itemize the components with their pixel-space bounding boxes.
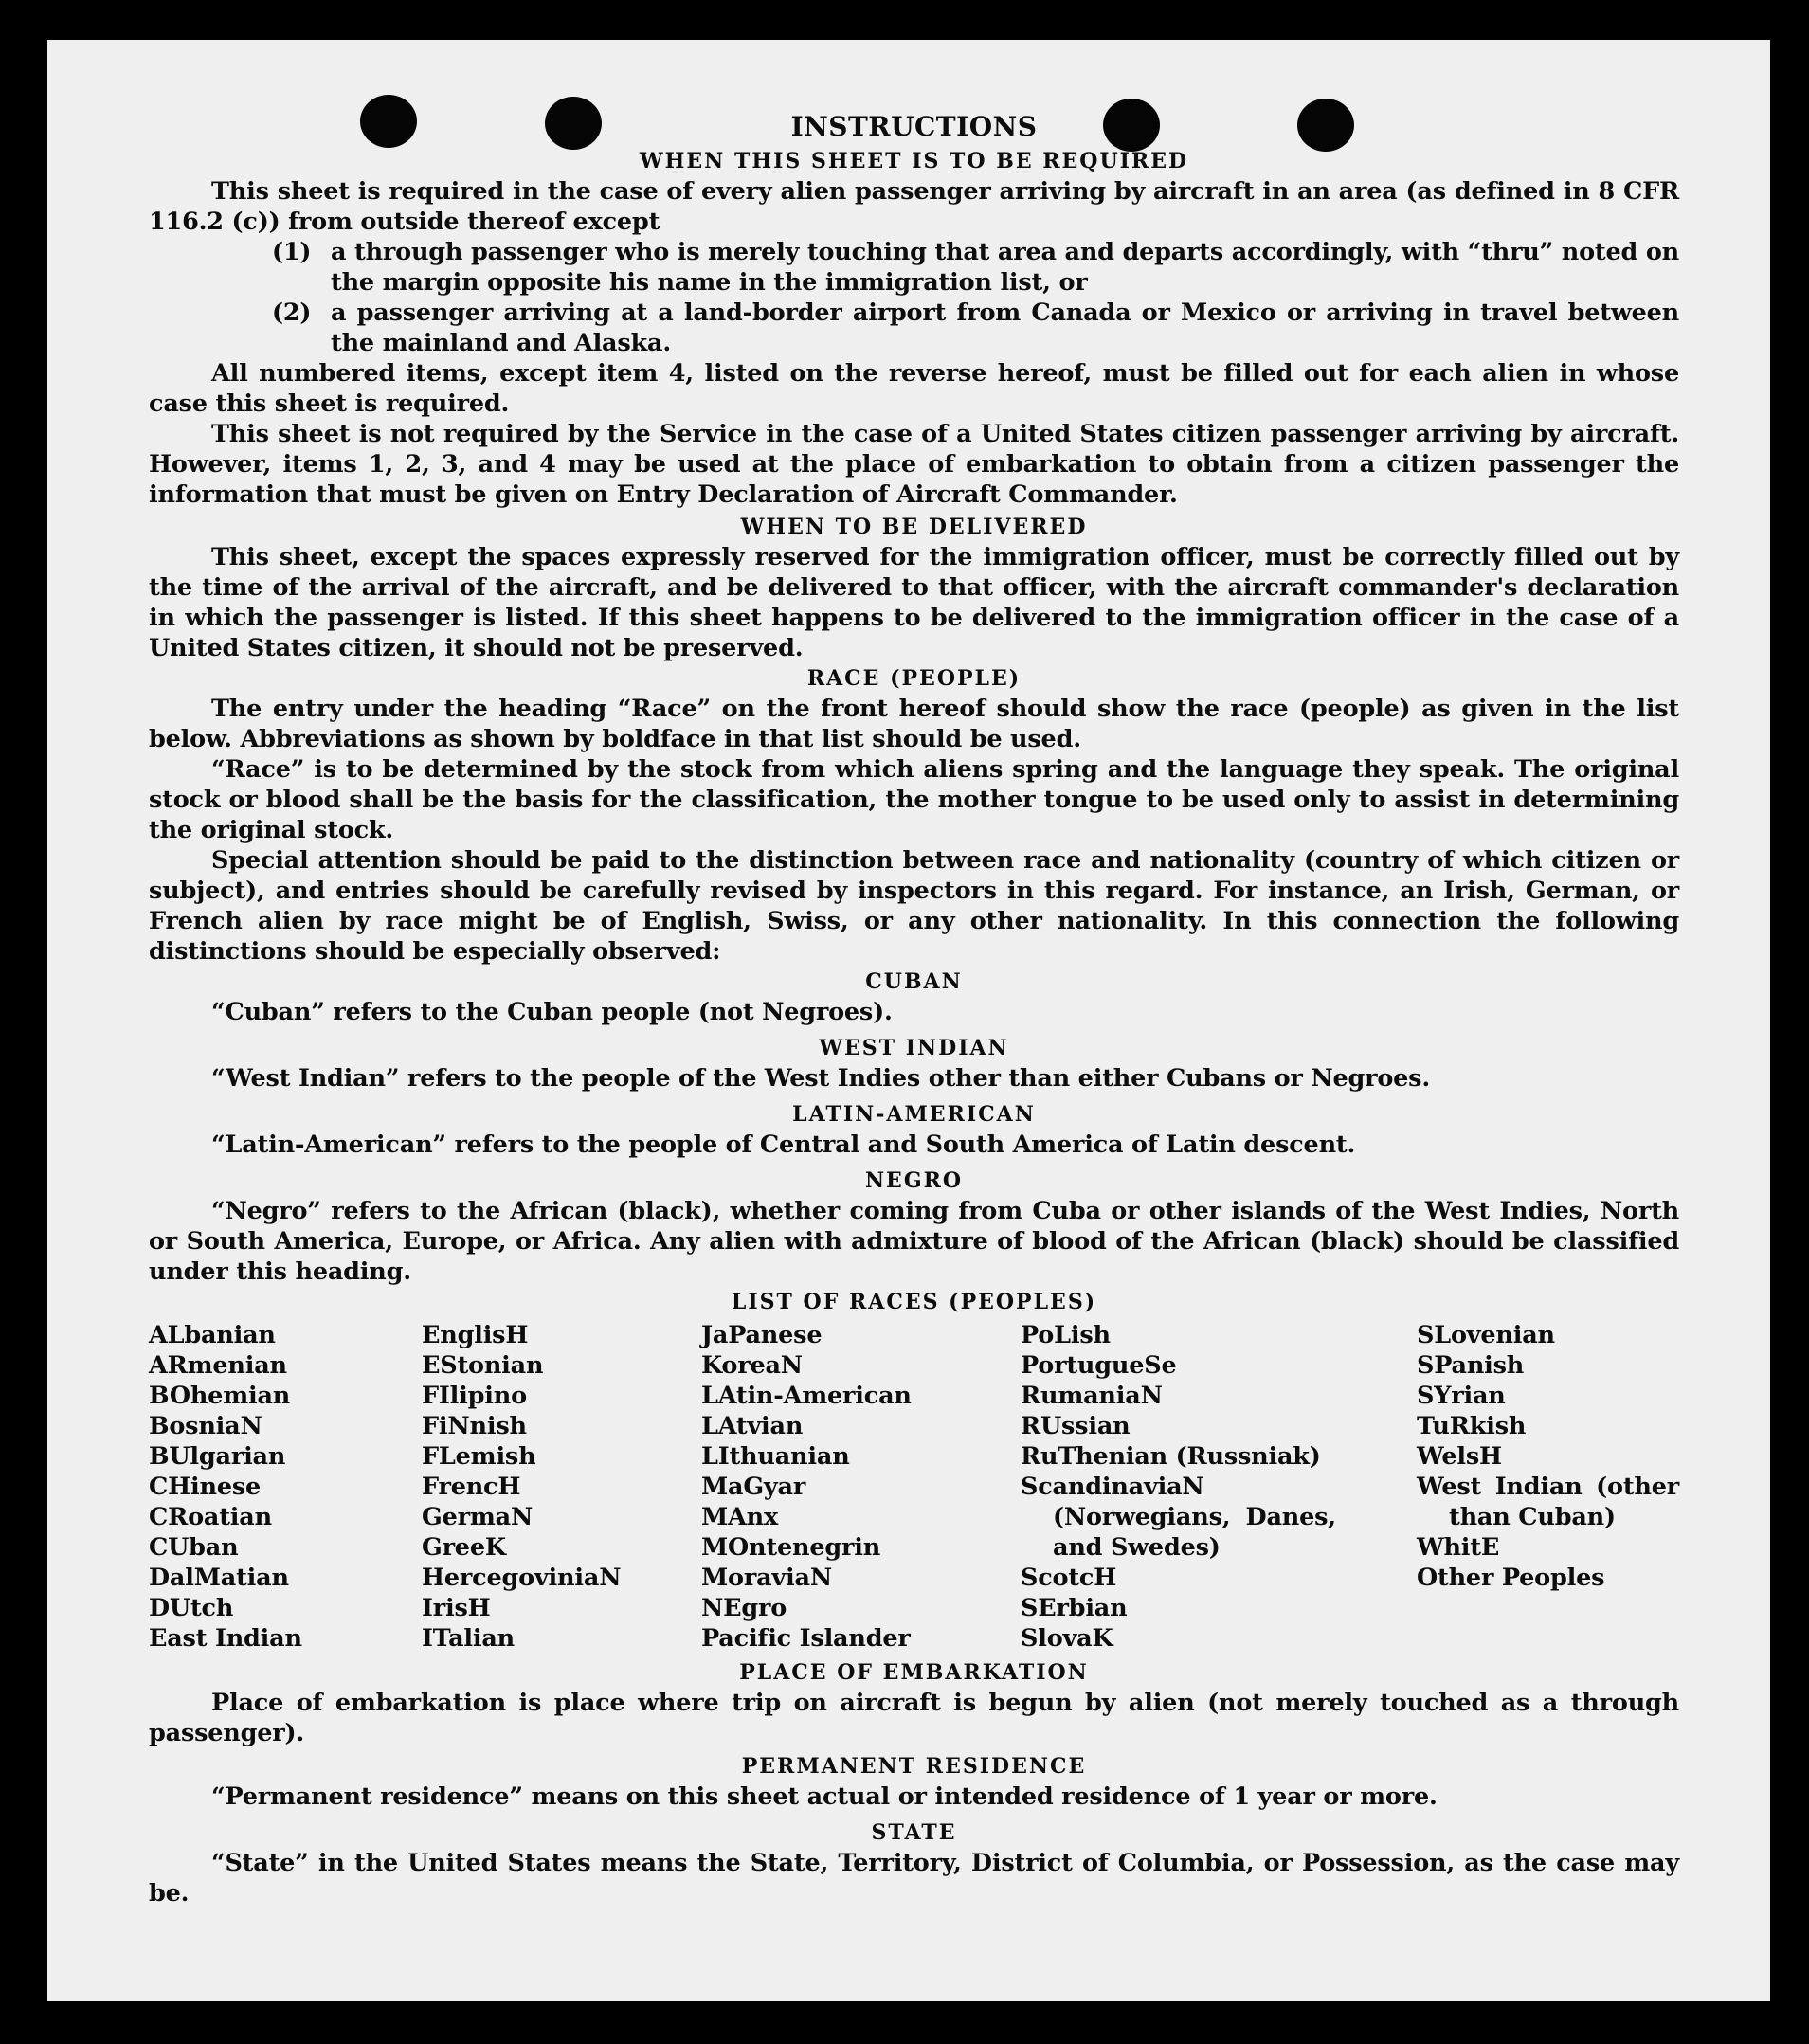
heading-when-delivered: WHEN TO BE DELIVERED: [740, 515, 1088, 539]
page-title: INSTRUCTIONS: [790, 111, 1038, 142]
race-item: GreeK: [422, 1533, 506, 1562]
exception-item-1: [149, 237, 1679, 298]
instructions-body: [149, 108, 1679, 1908]
race-item: East Indian: [149, 1624, 302, 1653]
race-item: SPanish: [1417, 1351, 1525, 1380]
race-item: MaGyar: [701, 1473, 806, 1501]
race-item: ALbanian: [149, 1321, 276, 1349]
race-list: [149, 1320, 1679, 1654]
heading-latin-american: LATIN-AMERICAN: [792, 1102, 1036, 1127]
race-item: RUssian: [1021, 1412, 1131, 1440]
race-item: Other Peoples: [1417, 1564, 1605, 1592]
race-item: RuThenian (Russniak): [1021, 1442, 1321, 1471]
race-item: ScotcH: [1021, 1564, 1117, 1592]
race-item: ScandinaviaN (Norwegians, Danes, and Swedes): [1021, 1473, 1336, 1562]
heading-permanent-residence: PERMANENT RESIDENCE: [741, 1754, 1087, 1779]
heading-state: STATE: [871, 1820, 957, 1845]
race-item: CRoatian: [149, 1503, 272, 1531]
cuban-text: “Cuban” refers to the Cuban people (not Negroes).: [211, 998, 893, 1026]
race-item: SlovaK: [1021, 1624, 1113, 1653]
race-item: PortugueSe: [1021, 1351, 1177, 1380]
race-column-3: [701, 1320, 1021, 1654]
race-item: DalMatian: [149, 1564, 289, 1592]
item-text: a passenger arriving at a land-border airport from Canada or Mexico or arriving in travel between the mainland and Alaska.: [331, 298, 1679, 357]
race-item: SLovenian: [1417, 1321, 1555, 1349]
embarkation-text: Place of embarkation is place where trip on aircraft is begun by alien (not merely touched as a through passenger).: [149, 1689, 1679, 1747]
race-paragraph-2: “Race” is to be determined by the stock from which aliens spring and the language they speak. The original stock or blood shall be the basis for the classification, the mother tongue to be used only to assist in determining the original stock.: [149, 755, 1679, 844]
item-number: (1): [272, 238, 312, 266]
when-delivered-text: This sheet, except the spaces expressly reserved for the immigration officer, must be correctly filled out by the time of the arrival of the aircraft, and be delivered to that officer, with the aircraft commander's declaration in which the passenger is listed. If this sheet happens to be delivered to the immigration officer in the case of a United States citizen, it should not be preserved.: [149, 543, 1679, 662]
race-column-5: [1417, 1320, 1679, 1654]
race-item: JaPanese: [701, 1321, 823, 1349]
race-item: IrisH: [422, 1594, 491, 1622]
race-item: DUtch: [149, 1594, 234, 1622]
race-item: LAtin-American: [701, 1382, 912, 1410]
race-item: LIthuanian: [701, 1442, 850, 1471]
permanent-residence-text: “Permanent residence” means on this sheet actual or intended residence of 1 year or more.: [211, 1782, 1438, 1811]
citizen-paragraph: This sheet is not required by the Service in the case of a United States citizen passenger arriving by aircraft. However, items 1, 2, 3, and 4 may be used at the place of embarkation to obtain from a citizen passenger the information that must be given on Entry Declaration of Aircraft Commander.: [149, 420, 1679, 509]
race-item: ARmenian: [149, 1351, 287, 1380]
negro-text: “Negro” refers to the African (black), whether coming from Cuba or other islands of the West Indies, North or South America, Europe, or Africa. Any alien with admixture of blood of the African (black) should be classified under this heading.: [149, 1197, 1679, 1286]
heading-negro: NEGRO: [864, 1168, 964, 1193]
race-item: WhitE: [1417, 1533, 1500, 1562]
race-paragraph-3: Special attention should be paid to the distinction between race and nationality (country of which citizen or subject), and entries should be carefully revised by inspectors in this regard. For instance, an Irish, German, or French alien by race might be of English, Swiss, or any other nationality. In this connection the following distinctions should be especially observed:: [149, 846, 1679, 966]
race-item: MoraviaN: [701, 1564, 832, 1592]
item-number: (2): [272, 298, 312, 327]
race-paragraph-1: The entry under the heading “Race” on the front hereof should show the race (people) as given in the list below. Abbreviations as shown by boldface in that list should be used.: [149, 695, 1679, 753]
race-item: SYrian: [1417, 1382, 1506, 1410]
race-item: RumaniaN: [1021, 1382, 1163, 1410]
race-column-2: [422, 1320, 701, 1654]
race-item: KoreaN: [701, 1351, 803, 1380]
race-item: HercegoviniaN: [422, 1564, 622, 1592]
race-item: FrencH: [422, 1473, 521, 1501]
race-item: LAtvian: [701, 1412, 804, 1440]
heading-embarkation: PLACE OF EMBARKATION: [739, 1660, 1089, 1685]
race-item: GermaN: [422, 1503, 534, 1531]
race-item: Pacific Islander: [701, 1624, 911, 1653]
race-item: BosniaN: [149, 1412, 262, 1440]
numbered-items-paragraph: All numbered items, except item 4, listed on the reverse hereof, must be filled out for each alien in whose case this sheet is required.: [149, 359, 1679, 418]
race-item: NEgro: [701, 1594, 787, 1622]
when-required-intro: This sheet is required in the case of every alien passenger arriving by aircraft in an area (as defined in 8 CFR 116.2 (c)) from outside thereof except: [149, 177, 1679, 236]
race-item: EnglisH: [422, 1321, 529, 1349]
race-item: FIlipino: [422, 1382, 527, 1410]
race-item: CHinese: [149, 1473, 262, 1501]
exception-item-2: [149, 298, 1679, 358]
race-item: FiNnish: [422, 1412, 527, 1440]
west-indian-text: “West Indian” refers to the people of the West Indies other than either Cubans or Negroes.: [211, 1064, 1430, 1093]
race-item: FLemish: [422, 1442, 536, 1471]
heading-race: RACE (PEOPLE): [806, 666, 1022, 691]
race-column-1: [149, 1320, 422, 1654]
item-text: a through passenger who is merely touching that area and departs accordingly, with “thru” noted on the margin opposite his name in the immigration list, or: [331, 238, 1679, 297]
state-text: “State” in the United States means the State, Territory, District of Columbia, or Possession, as the case may be.: [149, 1849, 1679, 1908]
race-item: SErbian: [1021, 1594, 1128, 1622]
race-column-4: [1021, 1320, 1336, 1654]
race-item: West Indian (other than Cuban): [1417, 1473, 1679, 1531]
race-item: PoLish: [1021, 1321, 1111, 1349]
heading-list-of-races: LIST OF RACES (PEOPLES): [731, 1290, 1097, 1314]
race-item: CUban: [149, 1533, 239, 1562]
heading-cuban: CUBAN: [865, 969, 963, 994]
race-item: EStonian: [422, 1351, 544, 1380]
race-item: MOntenegrin: [701, 1533, 881, 1562]
heading-west-indian: WEST INDIAN: [819, 1036, 1009, 1060]
heading-when-required: WHEN THIS SHEET IS TO BE REQUIRED: [639, 149, 1189, 173]
race-item: TuRkish: [1417, 1412, 1527, 1440]
latin-american-text: “Latin-American” refers to the people of Central and South America of Latin descent.: [211, 1131, 1356, 1159]
race-item: WelsH: [1417, 1442, 1502, 1471]
race-item: BUlgarian: [149, 1442, 286, 1471]
race-item: BOhemian: [149, 1382, 291, 1410]
race-item: ITalian: [422, 1624, 516, 1653]
race-item: MAnx: [701, 1503, 778, 1531]
document-page: [47, 40, 1770, 2001]
